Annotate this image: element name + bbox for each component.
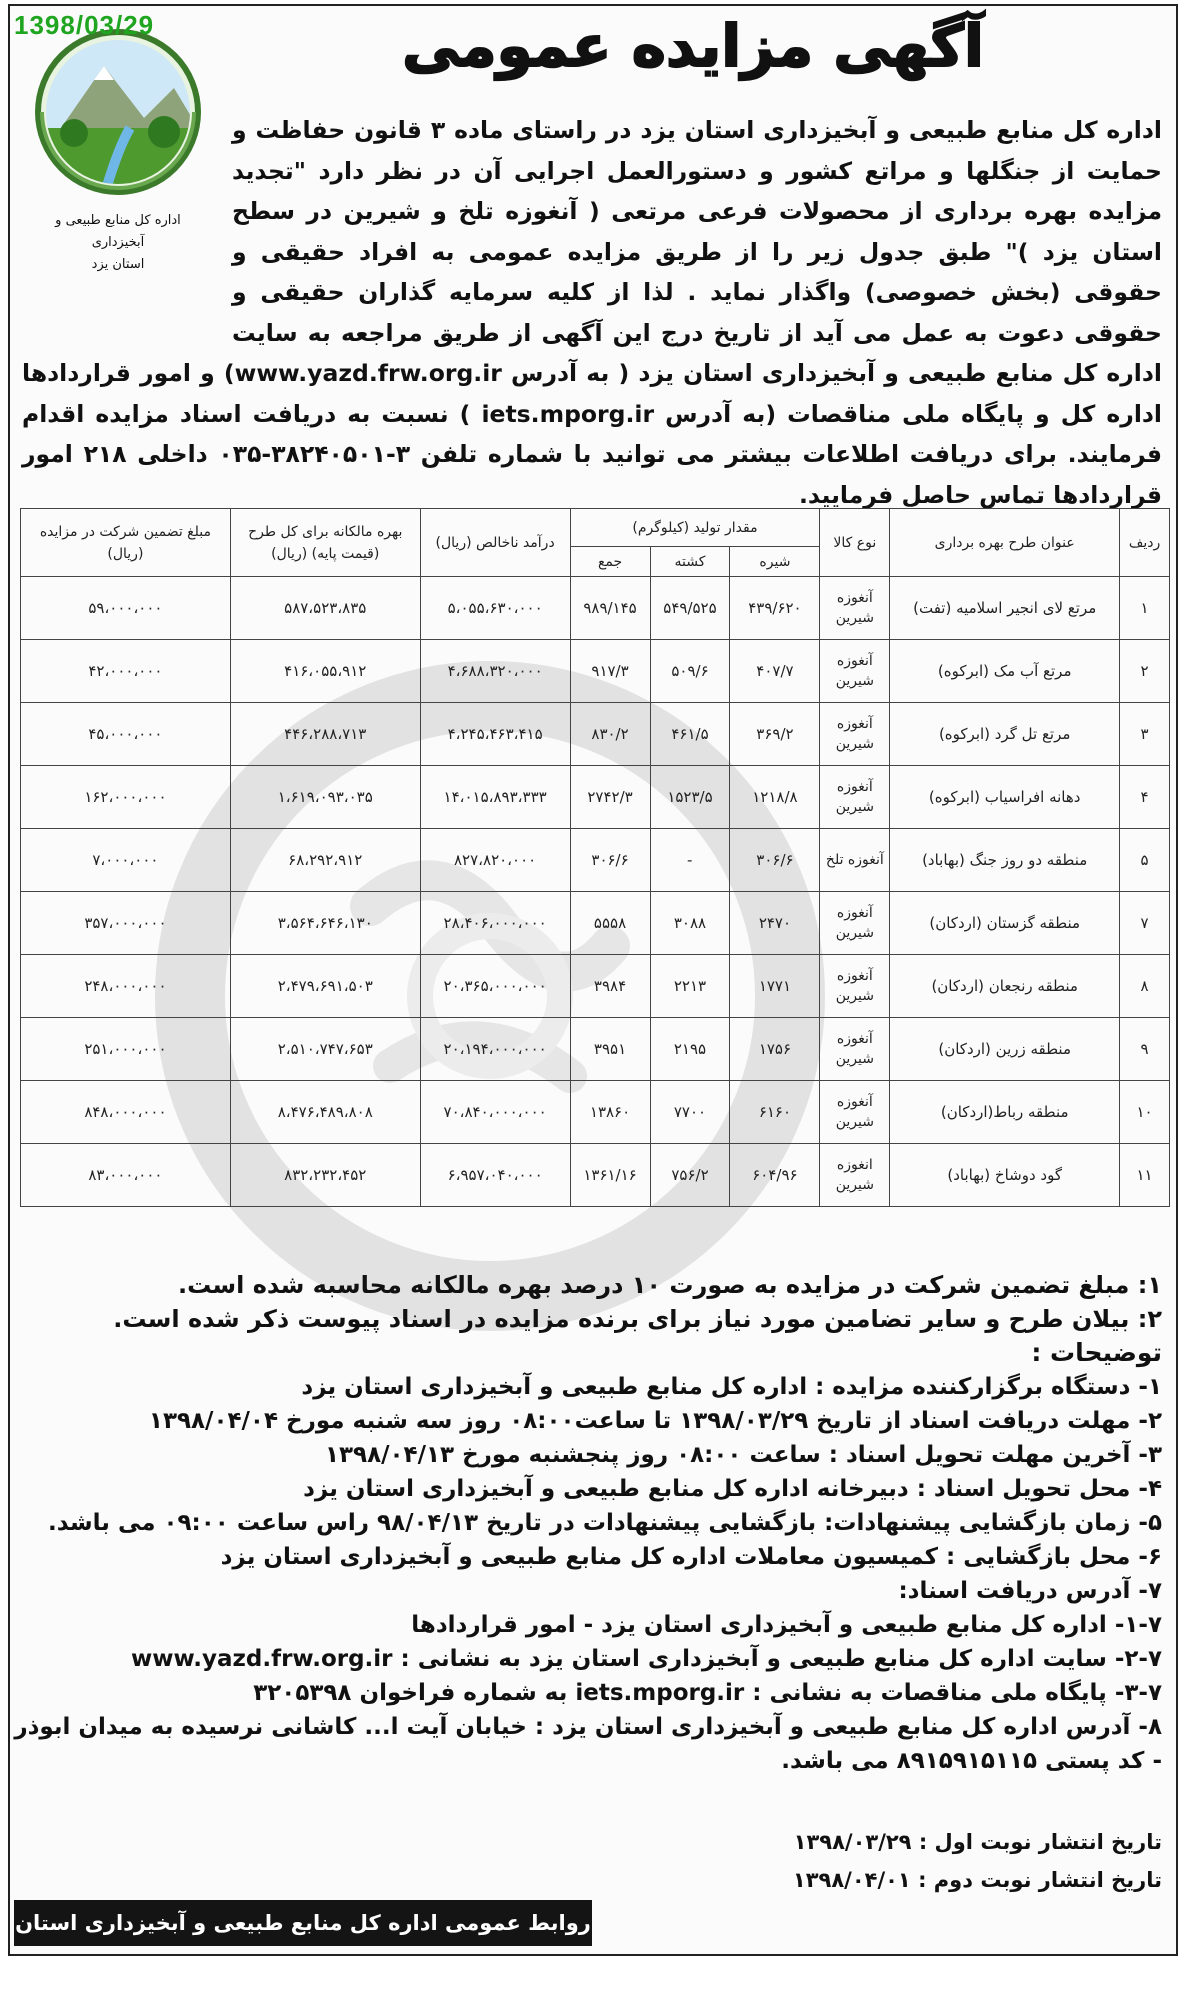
explanation-item: ۸- آدرس اداره کل منابع طبیعی و آبخیزداری استان یزد : خیابان آیت ا... کاشانی نرسیده به میدان ابوذر [14,1714,1162,1740]
explanation-item: - کد پستی ۸۹۱۵۹۱۵۱۱۵ می باشد. [781,1748,1162,1774]
table-body [21,577,1170,1207]
header-gross-income: درآمد ناخالص (ریال) [420,509,570,577]
cell-total: ۹۸۹/۱۴۵ [570,577,650,640]
intro-body: در راستای ماده ۳ قانون حفاظت و حمایت از جنگلها و مراتع کشور و دستورالعمل اجرایی آن در نظر دارد "تجدید مزایده بهره برداری از محصولات فرعی مرتعی ( آنغوزه تلخ و شیرین در سطح استان یزد )" طبق جدول زیر را از طریق مزایده عمومی به افراد حقیقی و حقوقی (بخش خصوصی) واگذار نماید . لذا از کلیه سرمایه گذاران حقیقی و حقوقی دعوت به عمل می آید از تاریخ درج این آگهی از طریق مراجعه به سایت اداره کل منابع طبیعی و آبخیزداری استان یزد ( به آدرس www.yazd.frw.org.ir) و امور قراردادها اداره کل و پایگاه ملی مناقصات (به آدرس iets.mporg.ir ) نسبت به دریافت اسناد مزایده اقدام فرمایند. برای دریافت اطلاعات بیشتر می توانید با شماره تلفن ۳-۳۸۲۴۰۵۰۱-۰۳۵ داخلی ۲۱۸ امور قراردادها تماس حاصل فرمایید. [22,116,1162,509]
cell-total: ۲۷۴۲/۳ [570,766,650,829]
cell-gross-income: ۸۲۷،۸۲۰،۰۰۰ [420,829,570,892]
advertisement-page [8,4,1178,1981]
cell-guarantee: ۵۹،۰۰۰،۰۰۰ [21,577,231,640]
cell-ownership-fee: ۲،۴۷۹،۶۹۱،۵۰۳ [230,955,420,1018]
cell-guarantee: ۳۵۷،۰۰۰،۰۰۰ [21,892,231,955]
cell-gross-income: ۷۰،۸۴۰،۰۰۰،۰۰۰ [420,1081,570,1144]
cell-seeds: ۳۰۸۸ [650,892,730,955]
auction-table [20,508,1170,1207]
cell-total: ۳۹۵۱ [570,1018,650,1081]
cell-sap: ۱۷۵۶ [730,1018,820,1081]
table-row [21,829,1170,892]
cell-row-number: ۲ [1120,640,1170,703]
cell-total: ۵۵۵۸ [570,892,650,955]
intro-organization: اداره کل منابع طبیعی و آبخیزداری استان یزد [640,116,1162,144]
table-row [21,955,1170,1018]
explanation-item: ۵- زمان بازگشایی پیشنهادات: بازگشایی پیشنهادات در تاریخ ۹۸/۰۴/۱۳ راس ساعت ۰۹:۰۰ می باشد. [48,1510,1162,1536]
cell-total: ۱۳۶۱/۱۶ [570,1144,650,1207]
publication-first: تاریخ انتشار نوبت اول : ۱۳۹۸/۰۳/۲۹ [793,1830,1162,1854]
cell-goods: آنغوزه شیرین [820,892,890,955]
intro-paragraph [22,110,1162,515]
cell-guarantee: ۲۵۱،۰۰۰،۰۰۰ [21,1018,231,1081]
cell-gross-income: ۵،۰۵۵،۶۳۰،۰۰۰ [420,577,570,640]
logo-caption-line1: اداره کل منابع طبیعی و آبخیزداری [55,213,181,250]
cell-sap: ۶۰۴/۹۶ [730,1144,820,1207]
cell-gross-income: ۲۸،۴۰۶،۰۰۰،۰۰۰ [420,892,570,955]
cell-row-number: ۱ [1120,577,1170,640]
header-production: مقدار تولید (کیلوگرم) [570,509,820,547]
cell-ownership-fee: ۵۸۷،۵۲۳،۸۳۵ [230,577,420,640]
footnote-1: ۱: مبلغ تضمین شرکت در مزایده به صورت ۱۰ درصد بهره مالکانه محاسبه شده است. [177,1271,1162,1299]
cell-sap: ۳۰۶/۶ [730,829,820,892]
table-row [21,892,1170,955]
cell-sap: ۲۴۷۰ [730,892,820,955]
header-guarantee: مبلغ تضمین شرکت در مزایده (ریال) [21,509,231,577]
cell-guarantee: ۲۴۸،۰۰۰،۰۰۰ [21,955,231,1018]
cell-goods: آنغوزه شیرین [820,1018,890,1081]
explanation-item: ۳-۷- پایگاه ملی مناقصات به نشانی : iets.mporg.ir به شماره فراخوان ۳۲۰۵۳۹۸ [253,1680,1162,1706]
cell-title: منطقه زرین (اردکان) [890,1018,1120,1081]
logo-caption-line2: استان یزد [91,257,145,272]
cell-goods: آنغوزه شیرین [820,1081,890,1144]
cell-gross-income: ۴،۶۸۸،۳۲۰،۰۰۰ [420,640,570,703]
title-text: آگهی مزایده عمومی [402,12,984,80]
explanation-item: ۲-۷- سایت اداره کل منابع طبیعی و آبخیزداری استان یزد به نشانی : www.yazd.frw.org.ir [130,1646,1162,1672]
header-ownership-fee: بهره مالکانه برای کل طرح (قیمت پایه) (ریال) [230,509,420,577]
cell-seeds: ۱۵۲۳/۵ [650,766,730,829]
cell-title: مرتع لای انجیر اسلامیه (تفت) [890,577,1120,640]
cell-goods: آنغوزه شیرین [820,703,890,766]
cell-seeds: ۴۶۱/۵ [650,703,730,766]
cell-sap: ۶۱۶۰ [730,1081,820,1144]
cell-goods: آنغوزه شیرین [820,640,890,703]
cell-guarantee: ۴۵،۰۰۰،۰۰۰ [21,703,231,766]
cell-row-number: ۵ [1120,829,1170,892]
table-row [21,577,1170,640]
table-row [21,1144,1170,1207]
cell-title: منطقه دو روز جنگ (بهاباد) [890,829,1120,892]
cell-goods: آنغوزه تلخ [820,829,890,892]
cell-gross-income: ۶،۹۵۷،۰۴۰،۰۰۰ [420,1144,570,1207]
table-row [21,1081,1170,1144]
cell-seeds: ۷۷۰۰ [650,1081,730,1144]
notes-section [12,1268,1162,1778]
cell-gross-income: ۲۰،۱۹۴،۰۰۰،۰۰۰ [420,1018,570,1081]
cell-sap: ۴۳۹/۶۲۰ [730,577,820,640]
cell-title: گود دوشاخ (بهاباد) [890,1144,1120,1207]
cell-seeds: ۵۰۹/۶ [650,640,730,703]
cell-row-number: ۱۰ [1120,1081,1170,1144]
cell-row-number: ۹ [1120,1018,1170,1081]
explanation-item: ۱-۷- اداره کل منابع طبیعی و آبخیزداری استان یزد - امور قراردادها [411,1612,1162,1638]
explanation-item: ۱- دستگاه برگزارکننده مزایده : اداره کل منابع طبیعی و آبخیزداری استان یزد [301,1374,1162,1400]
explanation-item: ۷- آدرس دریافت اسناد: [898,1578,1162,1604]
cell-seeds: ۲۱۹۵ [650,1018,730,1081]
cell-goods: آنغوزه شیرین [820,955,890,1018]
cell-sap: ۱۲۱۸/۸ [730,766,820,829]
header-sap: شیره [730,547,820,577]
explanation-item: ۴- محل تحویل اسناد : دبیرخانه اداره کل منابع طبیعی و آبخیزداری استان یزد [303,1476,1162,1502]
cell-goods: انغوزه شیرین [820,1144,890,1207]
cell-guarantee: ۸۴۸،۰۰۰،۰۰۰ [21,1081,231,1144]
cell-sap: ۴۰۷/۷ [730,640,820,703]
explanation-item: ۲- مهلت دریافت اسناد از تاریخ ۱۳۹۸/۰۳/۲۹ تا ساعت۰۸:۰۰ روز سه شنبه مورخ ۱۳۹۸/۰۴/۰۴ [148,1408,1162,1434]
cell-row-number: ۱۱ [1120,1144,1170,1207]
cell-ownership-fee: ۴۴۶،۲۸۸،۷۱۳ [230,703,420,766]
cell-sap: ۱۷۷۱ [730,955,820,1018]
header-row-number: ردیف [1120,509,1170,577]
header-total: جمع [570,547,650,577]
explanations-heading: توضیحات : [1031,1338,1162,1367]
cell-ownership-fee: ۸۳۲،۲۳۲،۴۵۲ [230,1144,420,1207]
cell-total: ۸۳۰/۲ [570,703,650,766]
cell-title: منطقه گزستان (اردکان) [890,892,1120,955]
cell-goods: آنغوزه شیرین [820,766,890,829]
publication-date-stamp: 1398/03/29 [14,10,155,40]
cell-title: منطقه رنجعان (اردکان) [890,955,1120,1018]
cell-total: ۹۱۷/۳ [570,640,650,703]
table-row [21,1018,1170,1081]
cell-gross-income: ۴،۲۴۵،۴۶۳،۴۱۵ [420,703,570,766]
cell-goods: آنغوزه شیرین [820,577,890,640]
table-row [21,766,1170,829]
cell-seeds: - [650,829,730,892]
cell-row-number: ۸ [1120,955,1170,1018]
public-relations-banner: روابط عمومی اداره کل منابع طبیعی و آبخیزداری استان یزد [14,1900,592,1946]
cell-ownership-fee: ۳،۵۶۴،۶۴۶،۱۳۰ [230,892,420,955]
cell-seeds: ۷۵۶/۲ [650,1144,730,1207]
publication-dates [562,1823,1162,1899]
cell-seeds: ۲۲۱۳ [650,955,730,1018]
cell-guarantee: ۴۲،۰۰۰،۰۰۰ [21,640,231,703]
footnote-2: ۲: بیلان طرح و سایر تضامین مورد نیاز برای برنده مزایده در اسناد پیوست ذکر شده است. [113,1305,1162,1333]
cell-ownership-fee: ۱،۶۱۹،۰۹۳،۰۳۵ [230,766,420,829]
cell-row-number: ۴ [1120,766,1170,829]
cell-row-number: ۳ [1120,703,1170,766]
cell-title: مرتع تل گرد (ابرکوه) [890,703,1120,766]
cell-title: دهانه افراسیاب (ابرکوه) [890,766,1120,829]
cell-total: ۱۳۸۶۰ [570,1081,650,1144]
cell-gross-income: ۲۰،۳۶۵،۰۰۰،۰۰۰ [420,955,570,1018]
cell-guarantee: ۸۳،۰۰۰،۰۰۰ [21,1144,231,1207]
cell-ownership-fee: ۴۱۶،۰۵۵،۹۱۲ [230,640,420,703]
table-row [21,703,1170,766]
page-title [210,12,1176,102]
header-goods: نوع کالا [820,509,890,577]
cell-row-number: ۷ [1120,892,1170,955]
table-row [21,640,1170,703]
publication-second: تاریخ انتشار نوبت دوم : ۱۳۹۸/۰۴/۰۱ [792,1868,1162,1892]
cell-ownership-fee: ۲،۵۱۰،۷۴۷،۶۵۳ [230,1018,420,1081]
cell-seeds: ۵۴۹/۵۲۵ [650,577,730,640]
explanations-list [12,1370,1162,1778]
cell-sap: ۳۶۹/۲ [730,703,820,766]
cell-title: منطقه رباط(اردکان) [890,1081,1120,1144]
cell-ownership-fee: ۶۸،۲۹۲،۹۱۲ [230,829,420,892]
header-title: عنوان طرح بهره برداری [890,509,1120,577]
cell-guarantee: ۷،۰۰۰،۰۰۰ [21,829,231,892]
cell-total: ۳۰۶/۶ [570,829,650,892]
cell-guarantee: ۱۶۲،۰۰۰،۰۰۰ [21,766,231,829]
header-seeds: کشته [650,547,730,577]
cell-total: ۳۹۸۴ [570,955,650,1018]
explanation-item: ۶- محل بازگشایی : کمیسیون معاملات اداره کل منابع طبیعی و آبخیزداری استان یزد [220,1544,1162,1570]
cell-title: مرتع آب مک (ابرکوه) [890,640,1120,703]
cell-gross-income: ۱۴،۰۱۵،۸۹۳،۳۳۳ [420,766,570,829]
explanation-item: ۳- آخرین مهلت تحویل اسناد : ساعت ۰۸:۰۰ روز پنجشنبه مورخ ۱۳۹۸/۰۴/۱۳ [324,1442,1162,1468]
cell-ownership-fee: ۸،۴۷۶،۴۸۹،۸۰۸ [230,1081,420,1144]
